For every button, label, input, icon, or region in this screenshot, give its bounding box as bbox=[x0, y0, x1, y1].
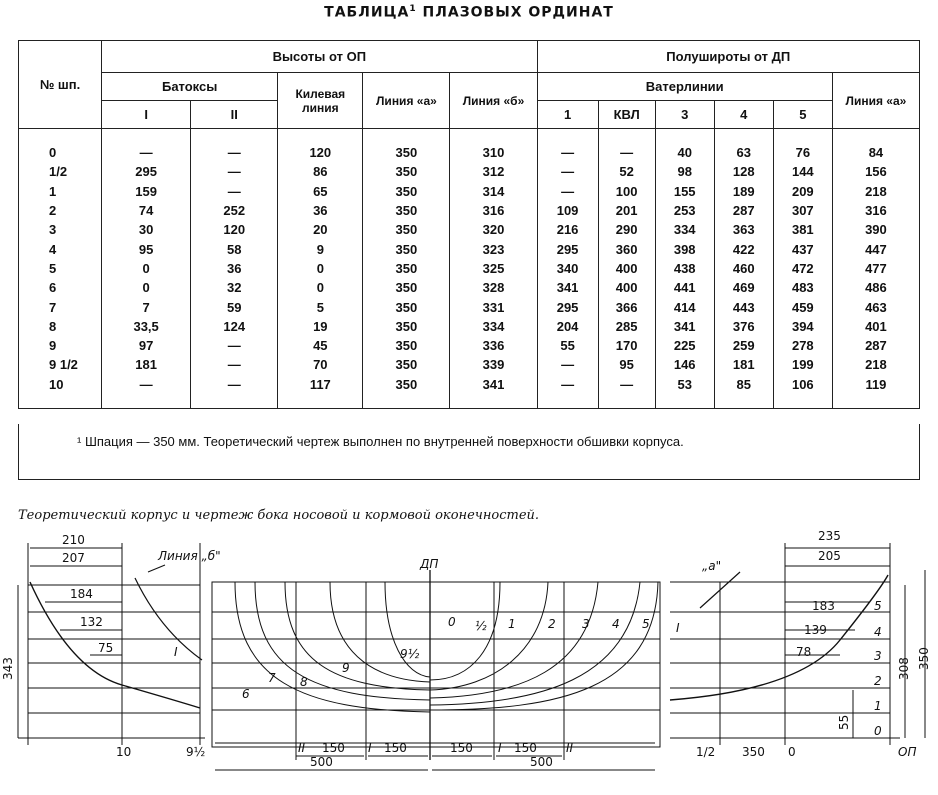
dim-207: 207 bbox=[62, 551, 85, 565]
table-row bbox=[19, 182, 920, 201]
table-cell: 414 bbox=[655, 297, 714, 316]
table-cell: — bbox=[598, 375, 655, 409]
table-cell: 400 bbox=[598, 278, 655, 297]
table-title: ТАБЛИЦА$^1$ ПЛАЗОВЫХ ОРДИНАТ bbox=[324, 4, 614, 21]
table-cell: 70 bbox=[278, 355, 363, 374]
table-cell: 438 bbox=[655, 259, 714, 278]
table-cell: 463 bbox=[832, 297, 919, 316]
table-cell: 307 bbox=[773, 201, 832, 220]
table-cell: 65 bbox=[278, 182, 363, 201]
table-cell: 252 bbox=[191, 201, 278, 220]
waterlines-header: Ватерлинии bbox=[537, 73, 832, 101]
row-ship-number: 9 1/2 bbox=[19, 355, 102, 374]
table-cell: 120 bbox=[278, 129, 363, 163]
table-cell: 316 bbox=[450, 201, 537, 220]
dim-75: 75 bbox=[98, 641, 114, 655]
row-ship-number: 0 bbox=[19, 129, 102, 163]
table-row bbox=[19, 201, 920, 220]
table-cell: 310 bbox=[450, 129, 537, 163]
table-cell: 331 bbox=[450, 297, 537, 316]
dim-205: 205 bbox=[818, 549, 841, 563]
frame-5: 5 bbox=[642, 617, 650, 631]
row-ship-number: 7 bbox=[19, 297, 102, 316]
table-cell: 320 bbox=[450, 220, 537, 239]
table-cell: 181 bbox=[714, 355, 773, 374]
table-cell: 350 bbox=[363, 375, 450, 409]
table-cell: 447 bbox=[832, 239, 919, 258]
table-cell: 486 bbox=[832, 278, 919, 297]
row-ship-number: 10 bbox=[19, 375, 102, 409]
table-cell: 341 bbox=[450, 375, 537, 409]
table-cell: 55 bbox=[537, 336, 598, 355]
table-row bbox=[19, 375, 920, 409]
table-cell: 350 bbox=[363, 239, 450, 258]
table-cell: 225 bbox=[655, 336, 714, 355]
table-cell: 394 bbox=[773, 317, 832, 336]
label-line-b: Линия „б" bbox=[158, 549, 221, 563]
table-cell: 328 bbox=[450, 278, 537, 297]
table-cell: 5 bbox=[278, 297, 363, 316]
table-cell: 74 bbox=[102, 201, 191, 220]
table-cell: 209 bbox=[773, 182, 832, 201]
table-cell: 460 bbox=[714, 259, 773, 278]
dim-343: 343 bbox=[1, 657, 15, 680]
table-cell: 350 bbox=[363, 336, 450, 355]
table-cell: 36 bbox=[191, 259, 278, 278]
row-ship-number: 3 bbox=[19, 220, 102, 239]
table-cell: 84 bbox=[832, 129, 919, 163]
frame-2: 2 bbox=[548, 617, 556, 631]
table-cell: 156 bbox=[832, 162, 919, 181]
line-a2-header: Линия «а» bbox=[832, 73, 919, 129]
table-cell: 400 bbox=[598, 259, 655, 278]
table-cell: 483 bbox=[773, 278, 832, 297]
table-cell: 325 bbox=[450, 259, 537, 278]
table-cell: 259 bbox=[714, 336, 773, 355]
table-cell: 350 bbox=[363, 317, 450, 336]
table-cell: 287 bbox=[714, 201, 773, 220]
dim-235: 235 bbox=[818, 530, 841, 543]
table-cell: 390 bbox=[832, 220, 919, 239]
table-cell: 204 bbox=[537, 317, 598, 336]
footnote-box bbox=[18, 424, 920, 480]
buttock-II-left: II bbox=[298, 741, 306, 755]
row-ship-number: 1 bbox=[19, 182, 102, 201]
table-cell: 341 bbox=[655, 317, 714, 336]
label-line-a: „а" bbox=[702, 559, 722, 573]
table-cell: 340 bbox=[537, 259, 598, 278]
table-cell: 100 bbox=[598, 182, 655, 201]
table-cell: — bbox=[537, 162, 598, 181]
table-cell: 201 bbox=[598, 201, 655, 220]
table-cell: 7 bbox=[102, 297, 191, 316]
table-cell: 95 bbox=[102, 239, 191, 258]
table-cell: 350 bbox=[363, 201, 450, 220]
waterline-1-header: 1 bbox=[537, 101, 598, 129]
table-cell: 334 bbox=[450, 317, 537, 336]
table-cell: 52 bbox=[598, 162, 655, 181]
buttocks-header: Батоксы bbox=[102, 73, 278, 101]
table-cell: 109 bbox=[537, 201, 598, 220]
table-row bbox=[19, 297, 920, 316]
dim-500-right: 500 bbox=[530, 755, 553, 769]
lines-drawing bbox=[0, 530, 938, 795]
table-cell: 398 bbox=[655, 239, 714, 258]
dim-78: 78 bbox=[796, 645, 812, 659]
heights-header: Высоты от ОП bbox=[102, 41, 537, 73]
table-row bbox=[19, 317, 920, 336]
table-cell: 437 bbox=[773, 239, 832, 258]
tick-0: 0 bbox=[788, 745, 796, 759]
dim-183: 183 bbox=[812, 599, 835, 613]
dim-150-b: 150 bbox=[384, 741, 407, 755]
table-cell: 0 bbox=[102, 278, 191, 297]
wl-5: 5 bbox=[874, 599, 882, 613]
table-row bbox=[19, 239, 920, 258]
table-cell: 33,5 bbox=[102, 317, 191, 336]
table-cell: 106 bbox=[773, 375, 832, 409]
table-cell: 350 bbox=[363, 278, 450, 297]
table-cell: — bbox=[191, 336, 278, 355]
table-cell: 63 bbox=[714, 129, 773, 163]
table-cell: 32 bbox=[191, 278, 278, 297]
table-cell: 40 bbox=[655, 129, 714, 163]
table-cell: 350 bbox=[363, 355, 450, 374]
table-cell: 76 bbox=[773, 129, 832, 163]
wl-2: 2 bbox=[874, 674, 882, 688]
table-cell: 285 bbox=[598, 317, 655, 336]
table-cell: 124 bbox=[191, 317, 278, 336]
table-cell: 0 bbox=[102, 259, 191, 278]
table-cell: 59 bbox=[191, 297, 278, 316]
table-cell: 128 bbox=[714, 162, 773, 181]
table-cell: 86 bbox=[278, 162, 363, 181]
buttock-I-header: I bbox=[102, 101, 191, 129]
frame-3: 3 bbox=[582, 617, 590, 631]
table-cell: 53 bbox=[655, 375, 714, 409]
ship-number-header: № шп. bbox=[19, 41, 102, 129]
wl-4: 4 bbox=[874, 625, 882, 639]
table-row bbox=[19, 129, 920, 163]
table-cell: 45 bbox=[278, 336, 363, 355]
table-cell: 360 bbox=[598, 239, 655, 258]
table-cell: 334 bbox=[655, 220, 714, 239]
table-cell: 144 bbox=[773, 162, 832, 181]
table-cell: 0 bbox=[278, 278, 363, 297]
table-cell: 97 bbox=[102, 336, 191, 355]
row-ship-number: 2 bbox=[19, 201, 102, 220]
kvl-header: КВЛ bbox=[598, 101, 655, 129]
table-cell: 336 bbox=[450, 336, 537, 355]
table-cell: 189 bbox=[714, 182, 773, 201]
footnote-text: ¹ Шпация — 350 мм. Теоретический чертеж выполнен по внутренней поверхности обшивки корпуса. bbox=[77, 434, 684, 449]
tick-10: 10 bbox=[116, 745, 132, 759]
wl-0: 0 bbox=[874, 724, 882, 738]
table-cell: — bbox=[537, 182, 598, 201]
table-cell: 323 bbox=[450, 239, 537, 258]
table-cell: 472 bbox=[773, 259, 832, 278]
ordinates-table bbox=[18, 40, 920, 409]
table-cell: 422 bbox=[714, 239, 773, 258]
frame-9: 9 bbox=[342, 661, 350, 675]
table-cell: — bbox=[191, 129, 278, 163]
table-cell: — bbox=[537, 355, 598, 374]
table-row bbox=[19, 220, 920, 239]
table-cell: 0 bbox=[278, 259, 363, 278]
row-ship-number: 8 bbox=[19, 317, 102, 336]
table-cell: 350 bbox=[363, 220, 450, 239]
table-cell: 350 bbox=[363, 129, 450, 163]
table-cell: 85 bbox=[714, 375, 773, 409]
tick-half: 1/2 bbox=[696, 745, 716, 759]
table-row bbox=[19, 278, 920, 297]
table-cell: 98 bbox=[655, 162, 714, 181]
table-cell: 459 bbox=[773, 297, 832, 316]
waterline-5-header: 5 bbox=[773, 101, 832, 129]
table-row bbox=[19, 259, 920, 278]
waterline-4-header: 4 bbox=[714, 101, 773, 129]
dim-150-c: 150 bbox=[450, 741, 473, 755]
table-cell: 19 bbox=[278, 317, 363, 336]
table-cell: 159 bbox=[102, 182, 191, 201]
table-cell: 401 bbox=[832, 317, 919, 336]
frame-9-5: 9½ bbox=[400, 647, 420, 661]
table-cell: 181 bbox=[102, 355, 191, 374]
table-cell: 287 bbox=[832, 336, 919, 355]
dim-55: 55 bbox=[837, 714, 851, 730]
frame-0: 0 bbox=[448, 615, 456, 629]
table-cell: 350 bbox=[363, 297, 450, 316]
dim-308: 308 bbox=[897, 657, 911, 680]
table-cell: 314 bbox=[450, 182, 537, 201]
drawing-caption: Теоретический корпус и чертеж бока носовой и кормовой оконечностей. bbox=[18, 508, 540, 523]
frame-8: 8 bbox=[300, 675, 308, 689]
table-cell: 9 bbox=[278, 239, 363, 258]
line-b-header: Линия «б» bbox=[450, 73, 537, 129]
row-ship-number: 5 bbox=[19, 259, 102, 278]
table-cell: 216 bbox=[537, 220, 598, 239]
table-cell: — bbox=[102, 375, 191, 409]
line-a-header: Линия «а» bbox=[363, 73, 450, 129]
table-cell: 339 bbox=[450, 355, 537, 374]
label-op: ОП bbox=[898, 745, 917, 759]
table-cell: 295 bbox=[537, 297, 598, 316]
row-ship-number: 4 bbox=[19, 239, 102, 258]
dim-350-vertical: 350 bbox=[917, 647, 931, 670]
table-cell: — bbox=[191, 355, 278, 374]
table-cell: 278 bbox=[773, 336, 832, 355]
table-row bbox=[19, 355, 920, 374]
table-row bbox=[19, 162, 920, 181]
table-cell: 295 bbox=[102, 162, 191, 181]
table-cell: — bbox=[102, 129, 191, 163]
table-cell: 469 bbox=[714, 278, 773, 297]
frame-1: 1 bbox=[508, 617, 516, 631]
dim-150-d: 150 bbox=[514, 741, 537, 755]
frame-7: 7 bbox=[268, 671, 276, 685]
table-cell: 218 bbox=[832, 355, 919, 374]
label-buttock-I-right: I bbox=[676, 621, 680, 635]
table-cell: 30 bbox=[102, 220, 191, 239]
table-cell: 295 bbox=[537, 239, 598, 258]
table-cell: 20 bbox=[278, 220, 363, 239]
table-cell: 120 bbox=[191, 220, 278, 239]
table-cell: 155 bbox=[655, 182, 714, 201]
tick-9-5: 9½ bbox=[186, 745, 206, 759]
table-cell: 350 bbox=[363, 162, 450, 181]
row-ship-number: 9 bbox=[19, 336, 102, 355]
table-cell: 341 bbox=[537, 278, 598, 297]
table-cell: 363 bbox=[714, 220, 773, 239]
label-dp: ДП bbox=[420, 557, 439, 571]
halfwidths-header: Полушироты от ДП bbox=[537, 41, 919, 73]
body-plan bbox=[212, 570, 660, 770]
table-cell: 441 bbox=[655, 278, 714, 297]
waterline-3-header: 3 bbox=[655, 101, 714, 129]
dim-139: 139 bbox=[804, 623, 827, 637]
table-cell: 170 bbox=[598, 336, 655, 355]
wl-1: 1 bbox=[874, 699, 882, 713]
table-cell: 58 bbox=[191, 239, 278, 258]
buttock-II-header: II bbox=[191, 101, 278, 129]
dim-150-a: 150 bbox=[322, 741, 345, 755]
table-cell: 146 bbox=[655, 355, 714, 374]
table-cell: 350 bbox=[363, 182, 450, 201]
table-cell: 95 bbox=[598, 355, 655, 374]
table-cell: 366 bbox=[598, 297, 655, 316]
table-cell: 36 bbox=[278, 201, 363, 220]
frame-4: 4 bbox=[612, 617, 620, 631]
buttock-II-right: II bbox=[566, 741, 574, 755]
buttock-I-left-mark: I bbox=[368, 741, 372, 755]
table-cell: 199 bbox=[773, 355, 832, 374]
row-ship-number: 1/2 bbox=[19, 162, 102, 181]
table-cell: 290 bbox=[598, 220, 655, 239]
label-buttock-I-left: I bbox=[174, 645, 178, 659]
wl-3: 3 bbox=[874, 649, 882, 663]
dim-350-horizontal: 350 bbox=[742, 745, 765, 759]
table-cell: 312 bbox=[450, 162, 537, 181]
table-cell: 376 bbox=[714, 317, 773, 336]
keel-line-header: Килевая линия bbox=[278, 73, 363, 129]
dim-500-left: 500 bbox=[310, 755, 333, 769]
table-cell: 477 bbox=[832, 259, 919, 278]
table-cell: — bbox=[191, 182, 278, 201]
table-cell: 350 bbox=[363, 259, 450, 278]
dim-184: 184 bbox=[70, 587, 93, 601]
table-cell: — bbox=[537, 129, 598, 163]
row-ship-number: 6 bbox=[19, 278, 102, 297]
dim-132: 132 bbox=[80, 615, 103, 629]
table-cell: — bbox=[537, 375, 598, 409]
dim-210: 210 bbox=[62, 533, 85, 547]
table-cell: 381 bbox=[773, 220, 832, 239]
table-cell: 218 bbox=[832, 182, 919, 201]
table-cell: 119 bbox=[832, 375, 919, 409]
table-cell: — bbox=[191, 375, 278, 409]
table-cell: 443 bbox=[714, 297, 773, 316]
table-cell: 253 bbox=[655, 201, 714, 220]
frame-6: 6 bbox=[242, 687, 250, 701]
table-cell: — bbox=[598, 129, 655, 163]
buttock-I-right-mark: I bbox=[498, 741, 502, 755]
table-row bbox=[19, 336, 920, 355]
table-cell: — bbox=[191, 162, 278, 181]
right-side-view bbox=[670, 543, 925, 745]
table-cell: 117 bbox=[278, 375, 363, 409]
frame-half: ½ bbox=[475, 619, 487, 633]
table-cell: 316 bbox=[832, 201, 919, 220]
